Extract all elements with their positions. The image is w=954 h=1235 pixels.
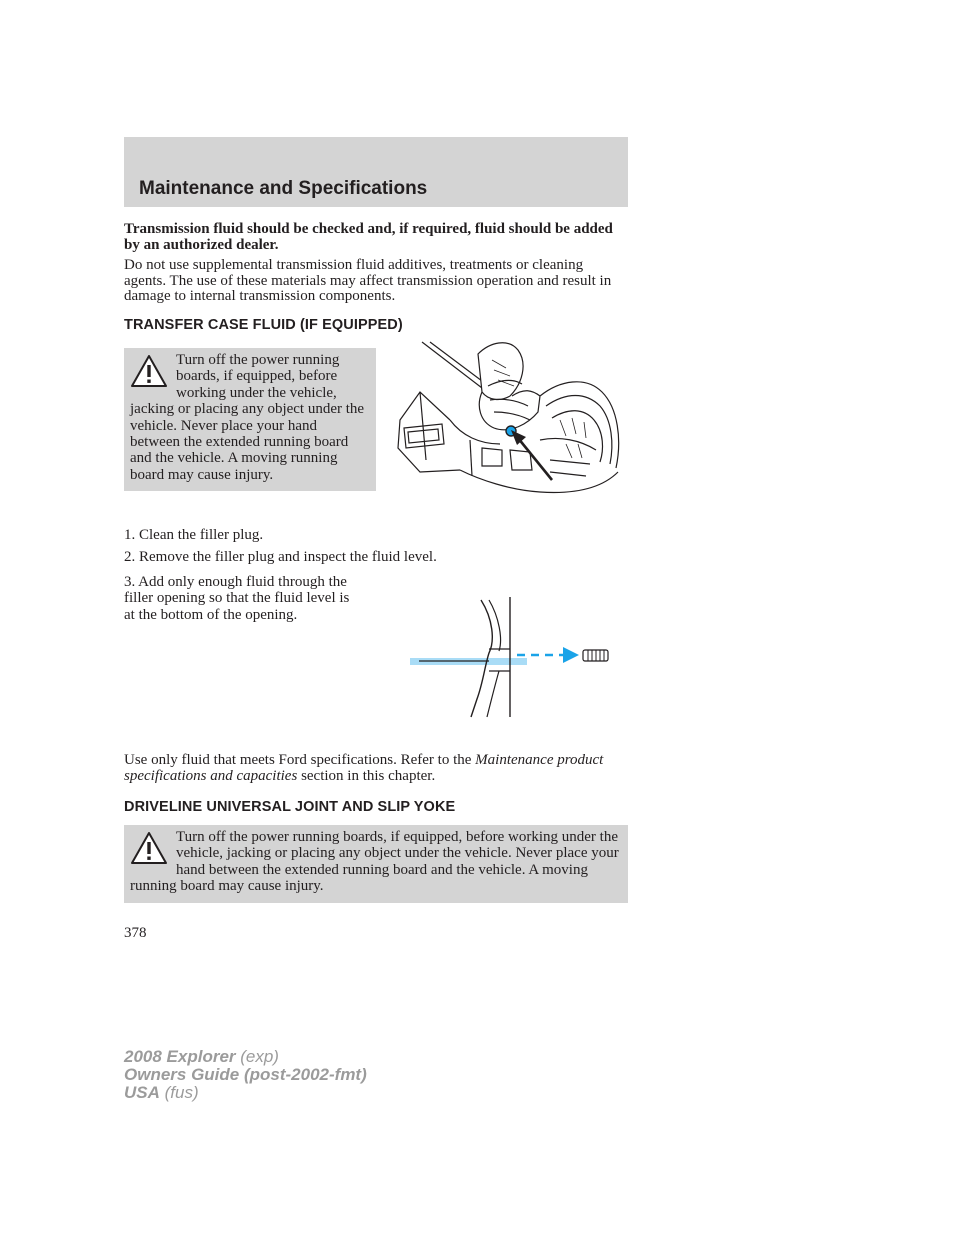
warning-triangle-icon xyxy=(130,831,168,865)
warning-triangle-icon xyxy=(130,354,168,388)
footer-model: 2008 Explorer xyxy=(124,1047,236,1066)
step-3: 3. Add only enough fluid through the filler opening so that the fluid level is at the bottom of the opening. xyxy=(124,574,350,623)
fluid-level-diagram xyxy=(405,595,615,720)
footer-guide: Owners Guide (post-2002-fmt) xyxy=(124,1065,367,1084)
transfer-case-warning xyxy=(124,348,376,491)
pointer-arrow xyxy=(518,438,552,480)
fluid-spec-prefix: Use only fluid that meets Ford specifications. Refer to the xyxy=(124,752,476,768)
driveline-warning-text: Turn off the power running boards, if equipped, before working under the vehicle, jacking or placing any object under the vehicle. Never place your hand between the extended running board and the vehicle. A moving running board may cause injury. xyxy=(130,829,619,895)
transfer-case-heading: TRANSFER CASE FLUID (IF EQUIPPED) xyxy=(124,317,403,333)
fluid-spec-note xyxy=(124,753,628,784)
page-number: 378 xyxy=(124,925,147,941)
footer-model-code: (exp) xyxy=(235,1047,279,1066)
driveline-heading: DRIVELINE UNIVERSAL JOINT AND SLIP YOKE xyxy=(124,799,456,815)
footer-market-code: (fus) xyxy=(159,1083,199,1102)
driveline-warning xyxy=(124,825,628,903)
fluid-spec-suffix: section in this chapter. xyxy=(297,767,436,784)
step-1: 1. Clean the filler plug. xyxy=(124,527,264,543)
transfer-case-warning-text: Turn off the power running boards, if equipped, before working under the vehicle, jacking or placing any object under the vehicle. Never place your hand between the extended running board and the vehicle. A moving running board may cause injury. xyxy=(130,352,365,483)
footer-market: USA xyxy=(124,1083,160,1102)
page-title: Maintenance and Specifications xyxy=(139,178,428,199)
additives-note: Do not use supplemental transmission fluid additives, treatments or cleaning agents. The use of these materials may affect transmission operation and result in damage to internal transmission components. xyxy=(124,257,612,304)
transmission-fluid-note: Transmission fluid should be checked and, if required, fluid should be added by an authorized dealer. xyxy=(124,221,613,253)
document-footer xyxy=(124,1048,367,1102)
step-2: 2. Remove the filler plug and inspect the fluid level. xyxy=(124,549,437,565)
fluid-spec-reference: Maintenance product specifications and capacities xyxy=(124,752,604,784)
transfer-case-illustration xyxy=(390,340,630,505)
